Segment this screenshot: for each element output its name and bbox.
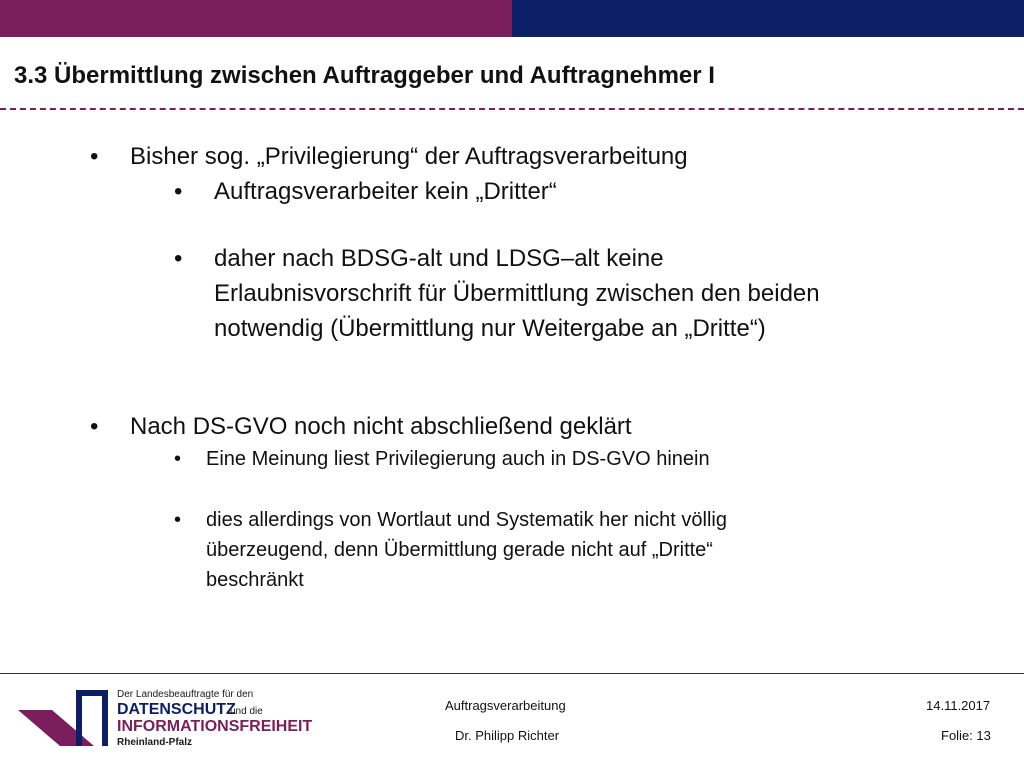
logo-line-2-suffix: und die xyxy=(230,706,263,717)
bullet-icon: • xyxy=(174,448,182,470)
bullet-icon: • xyxy=(174,245,183,272)
logo-line-4: Rheinland-Pfalz xyxy=(117,737,193,748)
sub-bullet-1-2-line1: daher nach BDSG-alt und LDSG–alt keine xyxy=(214,245,664,272)
footer-slide-number: Folie: 13 xyxy=(941,728,991,743)
header-bar-purple xyxy=(0,0,512,37)
logo-line-1: Der Landesbeauftragte für den xyxy=(117,689,254,700)
bullet-item-2: Nach DS-GVO noch nicht abschließend geklärt xyxy=(130,413,632,440)
footer-author: Dr. Philipp Richter xyxy=(455,728,560,743)
bullet-icon: • xyxy=(174,509,182,531)
sub-bullet-2-1: Eine Meinung liest Privilegierung auch in DS-GVO hinein xyxy=(206,448,710,470)
slide-title: 3.3 Übermittlung zwischen Auftraggeber und Auftragnehmer I xyxy=(14,62,715,89)
logo-line-3: INFORMATIONSFREIHEIT xyxy=(117,718,313,735)
header-bar-navy xyxy=(512,0,1024,37)
sub-bullet-1-2-line3: notwendig (Übermittlung nur Weitergabe an „Dritte“) xyxy=(214,315,766,342)
footer-topic: Auftragsverarbeitung xyxy=(445,698,566,713)
footer-divider xyxy=(0,673,1024,674)
footer-date: 14.11.2017 xyxy=(926,698,991,713)
logo-line-2: DATENSCHUTZ xyxy=(117,701,236,718)
sub-bullet-2-2-line2: überzeugend, denn Übermittlung gerade nicht auf „Dritte“ xyxy=(206,539,713,561)
title-divider xyxy=(0,108,1024,110)
bullet-item-1: Bisher sog. „Privilegierung“ der Auftragsverarbeitung xyxy=(130,143,688,170)
logo-icon xyxy=(18,688,110,750)
bullet-icon: • xyxy=(90,143,99,170)
sub-bullet-2-2-line3: beschränkt xyxy=(206,569,304,591)
bullet-icon: • xyxy=(174,178,183,205)
sub-bullet-2-2-line1: dies allerdings von Wortlaut und Systematik her nicht völlig xyxy=(206,509,727,531)
sub-bullet-1-1: Auftragsverarbeiter kein „Dritter“ xyxy=(214,178,557,205)
sub-bullet-1-2-line2: Erlaubnisvorschrift für Übermittlung zwischen den beiden xyxy=(214,280,820,307)
bullet-icon: • xyxy=(90,413,99,440)
